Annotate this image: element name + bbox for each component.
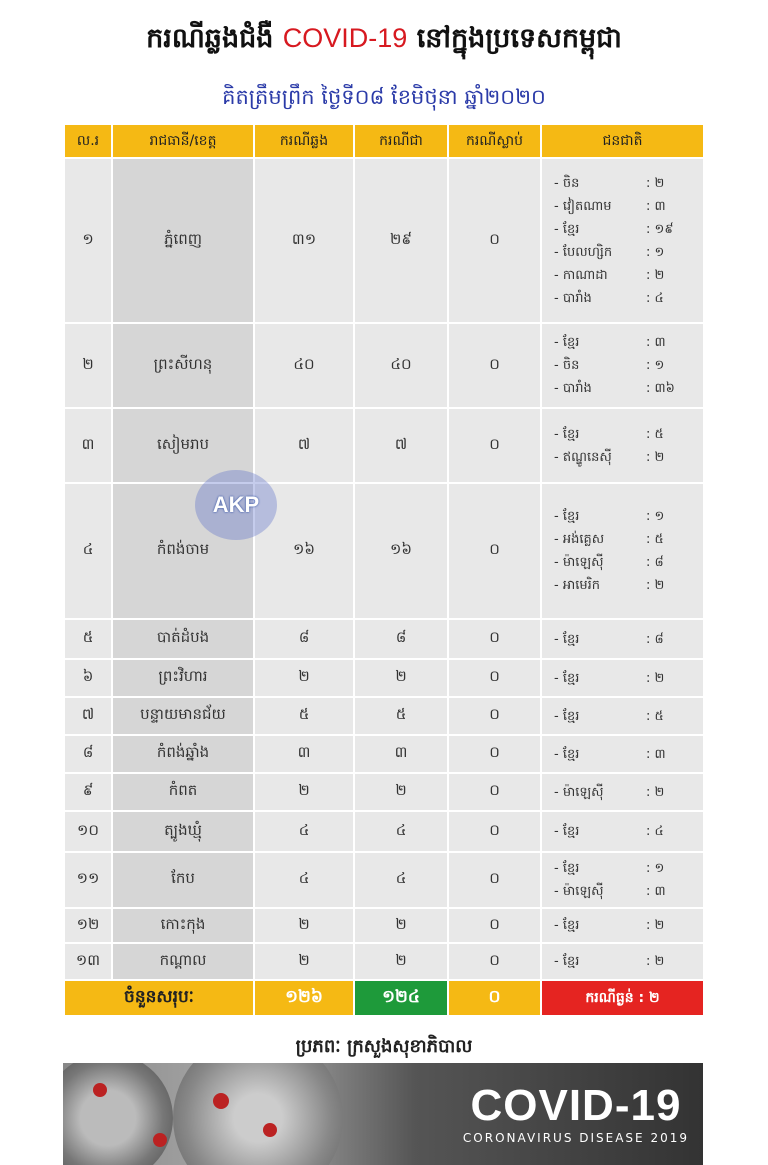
infected-count: ៣: [254, 735, 354, 773]
nationality-name: - ចិន: [554, 175, 580, 191]
nationality-count: : ៣: [646, 884, 666, 899]
province-name: កំពត: [112, 773, 254, 811]
nationality-item: [554, 551, 691, 574]
nationality-name: - ខ្មែរ: [554, 335, 580, 350]
row-number: ៨: [64, 735, 112, 773]
deaths-count: ០: [448, 483, 541, 619]
recovered-count: ១៦: [354, 483, 448, 619]
deaths-count: ០: [448, 158, 541, 323]
infected-count: ៣១: [254, 158, 354, 323]
nationality-count: : ២: [646, 918, 665, 933]
page-title: [0, 22, 768, 61]
total-deaths: ០: [448, 980, 541, 1016]
province-name: ត្បូងឃ្មុំ: [112, 811, 254, 852]
nationality-item: [554, 446, 691, 469]
total-recovered: ១២៤: [354, 980, 448, 1016]
deaths-count: ០: [448, 943, 541, 980]
nationality-count: : ១: [646, 244, 665, 260]
row-number: ២: [64, 323, 112, 408]
deaths-count: ០: [448, 619, 541, 659]
nationality-list: [541, 619, 704, 659]
nationality-count: : ១: [646, 861, 665, 876]
deaths-count: ០: [448, 697, 541, 735]
nationality-count: : ៣: [646, 198, 666, 214]
recovered-count: ៤: [354, 811, 448, 852]
province-name: កំពង់ឆ្នាំង: [112, 735, 254, 773]
province-name: កែប: [112, 852, 254, 908]
banner-title: COVID-19: [470, 1081, 682, 1130]
nationality-count: : ២: [646, 670, 665, 686]
infected-count: ៨: [254, 619, 354, 659]
covid-banner: [63, 1063, 703, 1165]
nationality-count: : ២: [646, 578, 665, 593]
nationality-list: [541, 323, 704, 408]
nationality-name: - ម៉ាឡេស៊ី: [554, 884, 604, 899]
nationality-name: - បែលហ្សិក: [554, 244, 613, 260]
table-row: [64, 323, 704, 408]
nationality-name: - ម៉ាឡេស៊ី: [554, 555, 604, 570]
nationality-item: [554, 172, 691, 195]
row-number: ៥: [64, 619, 112, 659]
nationality-item: [554, 354, 691, 377]
nationality-name: - បារាំង: [554, 381, 592, 396]
col-nationality: ជនជាតិ: [541, 124, 704, 158]
nationality-item: [554, 820, 691, 843]
row-number: ៣: [64, 408, 112, 483]
province-name: បន្ទាយមានជ័យ: [112, 697, 254, 735]
total-infected: ១២៦: [254, 980, 354, 1016]
deaths-count: ០: [448, 852, 541, 908]
nationality-name: - អាមេរិក: [554, 578, 600, 593]
recovered-count: ៧: [354, 408, 448, 483]
table-row: [64, 773, 704, 811]
nationality-list: [541, 943, 704, 980]
nationality-count: : ៥: [646, 708, 664, 724]
virus-image: [63, 1063, 173, 1165]
deaths-count: ០: [448, 735, 541, 773]
infected-count: ២: [254, 908, 354, 943]
nationality-name: - ខ្មែរ: [554, 426, 580, 442]
nationality-count: : ៨: [646, 555, 664, 570]
nationality-name: - ខ្មែរ: [554, 918, 580, 933]
nationality-item: [554, 377, 691, 400]
nationality-item: [554, 505, 691, 528]
deaths-count: ០: [448, 323, 541, 408]
nationality-list: [541, 158, 704, 323]
nationality-count: : ៤: [646, 824, 664, 839]
nationality-count: : ១: [646, 358, 665, 373]
banner-subtitle: CORONAVIRUS DISEASE 2019: [462, 1131, 689, 1145]
nationality-list: [541, 735, 704, 773]
deaths-count: ០: [448, 908, 541, 943]
nationality-name: - វៀតណាម: [554, 198, 612, 214]
nationality-item: [554, 574, 691, 597]
cases-table: [63, 123, 705, 1017]
province-name: កោះកុង: [112, 908, 254, 943]
deaths-count: ០: [448, 811, 541, 852]
nationality-name: - ឥណ្ឌូនេស៊ី: [554, 449, 612, 465]
nationality-list: [541, 852, 704, 908]
deaths-count: ០: [448, 773, 541, 811]
nationality-count: : ២: [646, 449, 665, 465]
nationality-item: [554, 423, 691, 446]
total-row: [64, 980, 704, 1016]
title-khmer-2: នៅក្នុងប្រទេសកម្ពុជា: [407, 23, 622, 54]
nationality-list: [541, 697, 704, 735]
nationality-name: - ខ្មែរ: [554, 631, 580, 647]
infected-count: ៧: [254, 408, 354, 483]
nationality-item: [554, 264, 691, 287]
recovered-count: ២: [354, 659, 448, 697]
recovered-count: ២: [354, 908, 448, 943]
table-row: [64, 483, 704, 619]
recovered-count: ៤០: [354, 323, 448, 408]
col-province: រាជធានី/ខេត្ត: [112, 124, 254, 158]
province-name: ភ្នំពេញ: [112, 158, 254, 323]
row-number: ១: [64, 158, 112, 323]
row-number: ៧: [64, 697, 112, 735]
nationality-count: : ៨: [646, 631, 664, 647]
nationality-name: - ខ្មែរ: [554, 861, 580, 876]
recovered-count: ២: [354, 773, 448, 811]
title-khmer: ករណីឆ្លងជំងឺ: [146, 23, 283, 54]
infected-count: ២: [254, 943, 354, 980]
spike-icon: [153, 1133, 167, 1147]
nationality-count: : ៣: [646, 746, 666, 762]
row-number: ៦: [64, 659, 112, 697]
table-row: [64, 735, 704, 773]
nationality-count: : ១៩: [646, 221, 674, 237]
nationality-item: [554, 241, 691, 264]
infected-count: ៤: [254, 811, 354, 852]
nationality-name: - បារាំង: [554, 290, 592, 306]
nationality-name: - ខ្មែរ: [554, 708, 580, 724]
nationality-count: : ៣: [646, 335, 666, 350]
infected-count: ២: [254, 773, 354, 811]
province-name: ព្រះវិហារ: [112, 659, 254, 697]
nationality-name: - ខ្មែរ: [554, 670, 580, 686]
nationality-count: : ៥: [646, 532, 664, 547]
nationality-item: [554, 195, 691, 218]
nationality-item: [554, 914, 691, 937]
deaths-count: ០: [448, 659, 541, 697]
virus-image-2: [173, 1063, 343, 1165]
source-note: ប្រភពៈ ក្រសួងសុខាភិបាល: [295, 1036, 473, 1057]
province-name: ព្រះសីហនុ: [112, 323, 254, 408]
province-name: សៀមរាប: [112, 408, 254, 483]
infected-count: ៤: [254, 852, 354, 908]
spike-icon: [213, 1093, 229, 1109]
total-label: ចំនួនសរុបៈ: [64, 980, 254, 1016]
table-row: [64, 908, 704, 943]
row-number: ៤: [64, 483, 112, 619]
recovered-count: ៤: [354, 852, 448, 908]
row-number: ១២: [64, 908, 112, 943]
table-row: [64, 158, 704, 323]
title-covid: COVID-19: [282, 23, 408, 53]
nationality-item: [554, 667, 691, 690]
nationality-name: - ចិន: [554, 358, 580, 373]
recovered-count: ២៩: [354, 158, 448, 323]
infected-count: ៤០: [254, 323, 354, 408]
nationality-name: - ខ្មែរ: [554, 954, 580, 969]
table-row: [64, 697, 704, 735]
recovered-count: ៥: [354, 697, 448, 735]
nationality-list: [541, 773, 704, 811]
province-name: បាត់ដំបង: [112, 619, 254, 659]
province-name: កណ្ដាល: [112, 943, 254, 980]
table-row: [64, 811, 704, 852]
nationality-item: [554, 331, 691, 354]
nationality-item: [554, 528, 691, 551]
row-number: ១០: [64, 811, 112, 852]
nationality-count: : ២: [646, 267, 665, 283]
nationality-name: - ម៉ាឡេស៊ី: [554, 784, 604, 800]
infected-count: ៥: [254, 697, 354, 735]
nationality-list: [541, 408, 704, 483]
spike-icon: [93, 1083, 107, 1097]
nationality-item: [554, 705, 691, 728]
nationality-list: [541, 811, 704, 852]
table-row: [64, 943, 704, 980]
table-row: [64, 659, 704, 697]
nationality-item: [554, 743, 691, 766]
table-row: [64, 408, 704, 483]
nationality-item: [554, 880, 691, 903]
table-row: [64, 619, 704, 659]
nationality-list: [541, 908, 704, 943]
nationality-list: [541, 659, 704, 697]
deaths-count: ០: [448, 408, 541, 483]
nationality-item: [554, 950, 691, 973]
akp-watermark: AKP: [212, 492, 260, 517]
nationality-name: - អង់គ្លេស: [554, 532, 605, 547]
recovered-count: ៨: [354, 619, 448, 659]
banner-text: [463, 1081, 689, 1145]
nationality-count: : ២: [646, 954, 665, 969]
nationality-item: [554, 287, 691, 310]
total-active: ករណីធ្ងន់ : ២: [541, 980, 704, 1016]
row-number: ៩: [64, 773, 112, 811]
infected-count: ២: [254, 659, 354, 697]
table-header: [64, 124, 704, 158]
col-deaths: ករណីស្លាប់: [448, 124, 541, 158]
nationality-item: [554, 218, 691, 241]
nationality-item: [554, 628, 691, 651]
row-number: ១៣: [64, 943, 112, 980]
nationality-name: - ខ្មែរ: [554, 824, 580, 839]
nationality-name: - កាណាដា: [554, 267, 608, 283]
nationality-name: - ខ្មែរ: [554, 509, 580, 524]
col-infected: ករណីឆ្លង: [254, 124, 354, 158]
nationality-count: : ១: [646, 509, 665, 524]
nationality-list: [541, 483, 704, 619]
col-recovered: ករណីជា: [354, 124, 448, 158]
nationality-count: : ៥: [646, 426, 664, 442]
nationality-item: [554, 857, 691, 880]
spike-icon: [263, 1123, 277, 1137]
infected-count: ១៦: [254, 483, 354, 619]
nationality-item: [554, 781, 691, 804]
nationality-count: : ២: [646, 784, 665, 800]
nationality-name: - ខ្មែរ: [554, 221, 580, 237]
table-row: [64, 852, 704, 908]
nationality-name: - ខ្មែរ: [554, 746, 580, 762]
recovered-count: ២: [354, 943, 448, 980]
nationality-count: : ២: [646, 175, 665, 191]
province-name: កំពង់ចាម: [112, 483, 254, 619]
row-number: ១១: [64, 852, 112, 908]
recovered-count: ៣: [354, 735, 448, 773]
nationality-count: : ៤: [646, 290, 664, 306]
subtitle-date: គិតត្រឹមព្រឹក ថ្ងៃទី០៨ ខែមិថុនា ឆ្នាំ២០២០: [222, 85, 546, 109]
col-no: ល.រ: [64, 124, 112, 158]
nationality-count: : ៣៦: [646, 381, 675, 396]
